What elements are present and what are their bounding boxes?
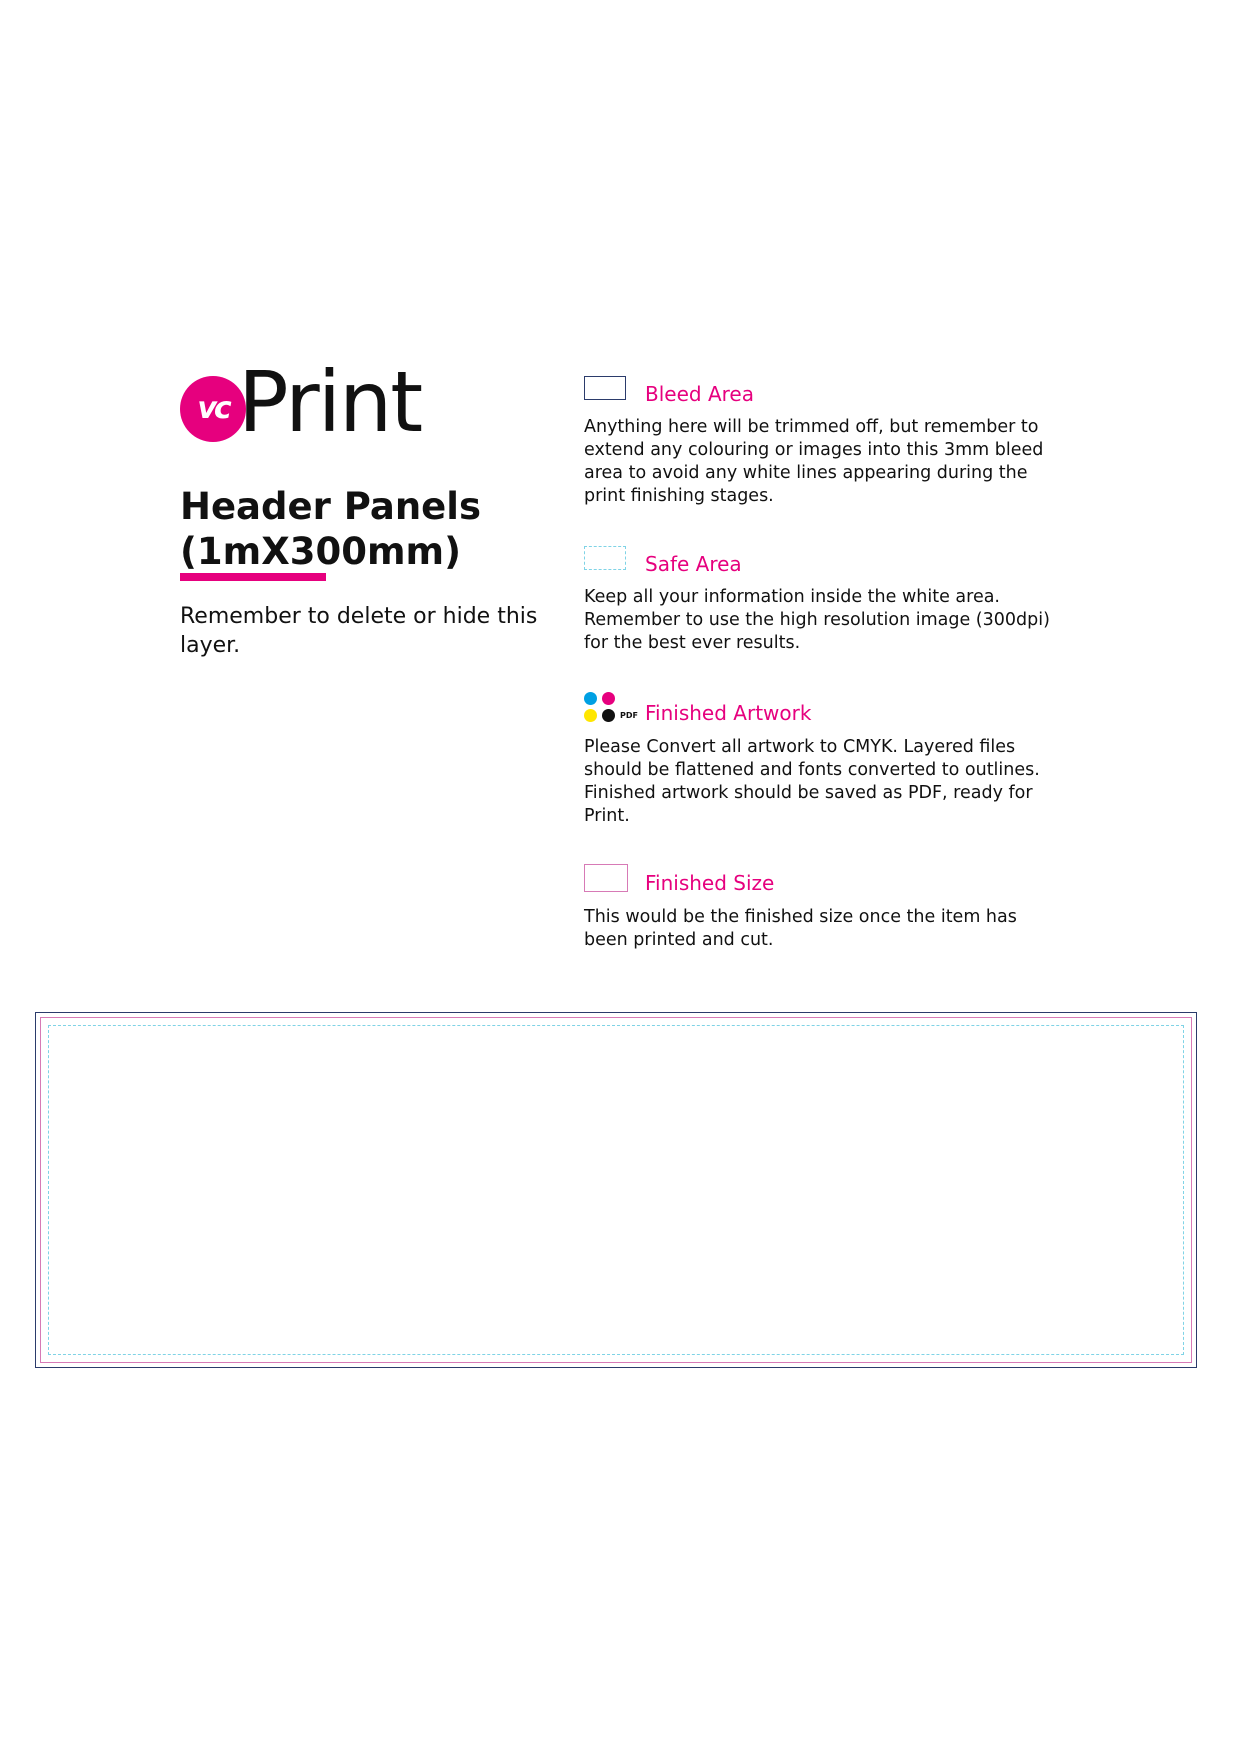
vcprint-logo	[180, 353, 440, 452]
finished-size-swatch-icon	[584, 864, 628, 892]
bleed-description: Anything here will be trimmed off, but remember to extend any colouring or images into this 3mm bleed area to avoid any white lines appearing during the print finishing stages.	[584, 417, 1044, 506]
pdf-label: PDF	[620, 711, 638, 720]
cmyk-pdf-icon	[584, 692, 640, 726]
cyan-dot-icon	[584, 692, 597, 705]
bleed-heading: Bleed Area	[645, 382, 754, 406]
page-title	[180, 484, 560, 574]
artwork-heading: Finished Artwork	[645, 701, 812, 725]
yellow-dot-icon	[584, 709, 597, 722]
title-line-1: Header Panels	[180, 485, 481, 528]
finished-size-description: This would be the finished size once the item has been printed and cut.	[584, 907, 1017, 950]
title-underline	[180, 573, 326, 581]
black-dot-icon	[602, 709, 615, 722]
magenta-dot-icon	[602, 692, 615, 705]
artwork-description: Please Convert all artwork to CMYK. Layered files should be flattened and fonts converted to outlines. Finished artwork should be saved as PDF, ready for Print.	[584, 737, 1040, 826]
safe-swatch-icon	[584, 546, 626, 570]
title-line-2: (1mX300mm)	[180, 530, 461, 573]
logo-badge-circle	[180, 376, 246, 442]
safe-description: Keep all your information inside the white area. Remember to use the high resolution image (300dpi) for the best ever results.	[584, 587, 1050, 653]
bleed-swatch-icon	[584, 376, 626, 400]
logo-badge-text: vc	[197, 391, 229, 426]
safe-heading: Safe Area	[645, 552, 742, 576]
reminder-text: Remember to delete or hide this layer.	[180, 604, 538, 658]
artboard-safe-area-frame	[48, 1025, 1184, 1355]
logo-wordmark: Print	[238, 353, 422, 451]
finished-size-heading: Finished Size	[645, 871, 775, 895]
